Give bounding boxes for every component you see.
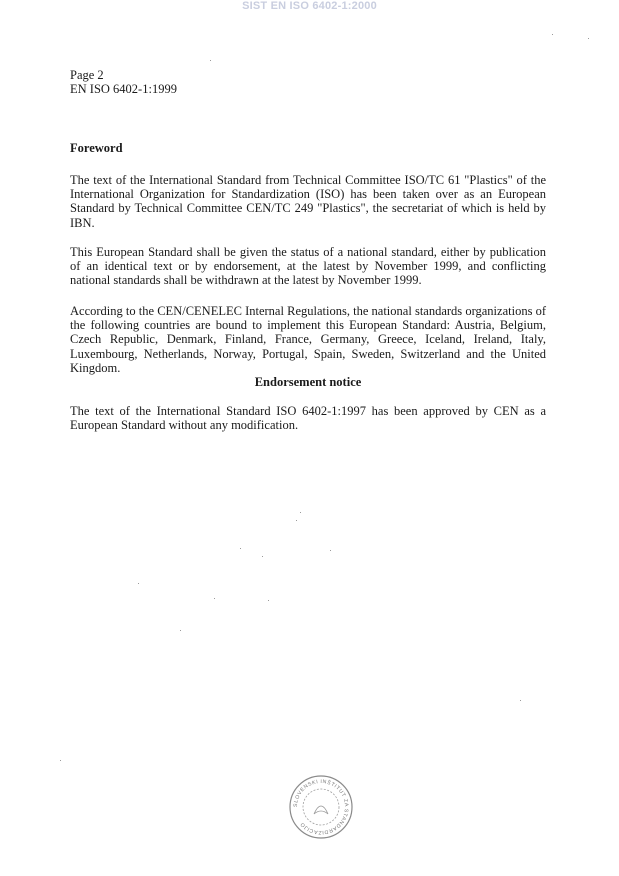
standard-number: EN ISO 6402-1:1999: [70, 82, 177, 96]
page-header: [70, 68, 177, 96]
page-number: Page 2: [70, 68, 104, 82]
seal-inner-ring: [303, 789, 339, 825]
watermark: SIST EN ISO 6402-1:2000: [242, 0, 377, 12]
seal-text: SLOVENSKI INŠTITUT ZA STANDARDIZACIJO: [292, 778, 350, 836]
endorsement-paragraph: The text of the International Standard ISO 6402-1:1997 has been approved by CEN as a European Standard without any modification.: [70, 404, 546, 433]
foreword-paragraph-2: This European Standard shall be given the status of a national standard, either by publication of an identical text or by endorsement, at the latest by November 1999, and conflicting national standards shall be withdrawn at the latest by November 1999.: [70, 245, 546, 288]
institute-seal: [288, 774, 354, 840]
seal-emblem: [314, 806, 328, 814]
seal-outer-ring: [290, 776, 352, 838]
endorsement-heading: Endorsement notice: [254, 375, 362, 389]
foreword-paragraph-3: According to the CEN/CENELEC Internal Regulations, the national standards organizations of the following countries are bound to implement this European Standard: Austria, Belgium, Czech Republic, Denmark, Finland, France, Germany, Greece, Iceland, Ireland, Italy, Luxembourg, Netherlands, Norway, Portugal, Spain, Sweden, Switzerland and the United Kingdom.: [70, 304, 546, 375]
foreword-paragraph-1: The text of the International Standard from Technical Committee ISO/TC 61 "Plastics" of the International Organization for Standardization (ISO) has been taken over as an European Standard by Technical Committee CEN/TC 249 "Plastics", the secretariat of which is held by IBN.: [70, 173, 546, 230]
foreword-heading: Foreword: [70, 141, 123, 155]
